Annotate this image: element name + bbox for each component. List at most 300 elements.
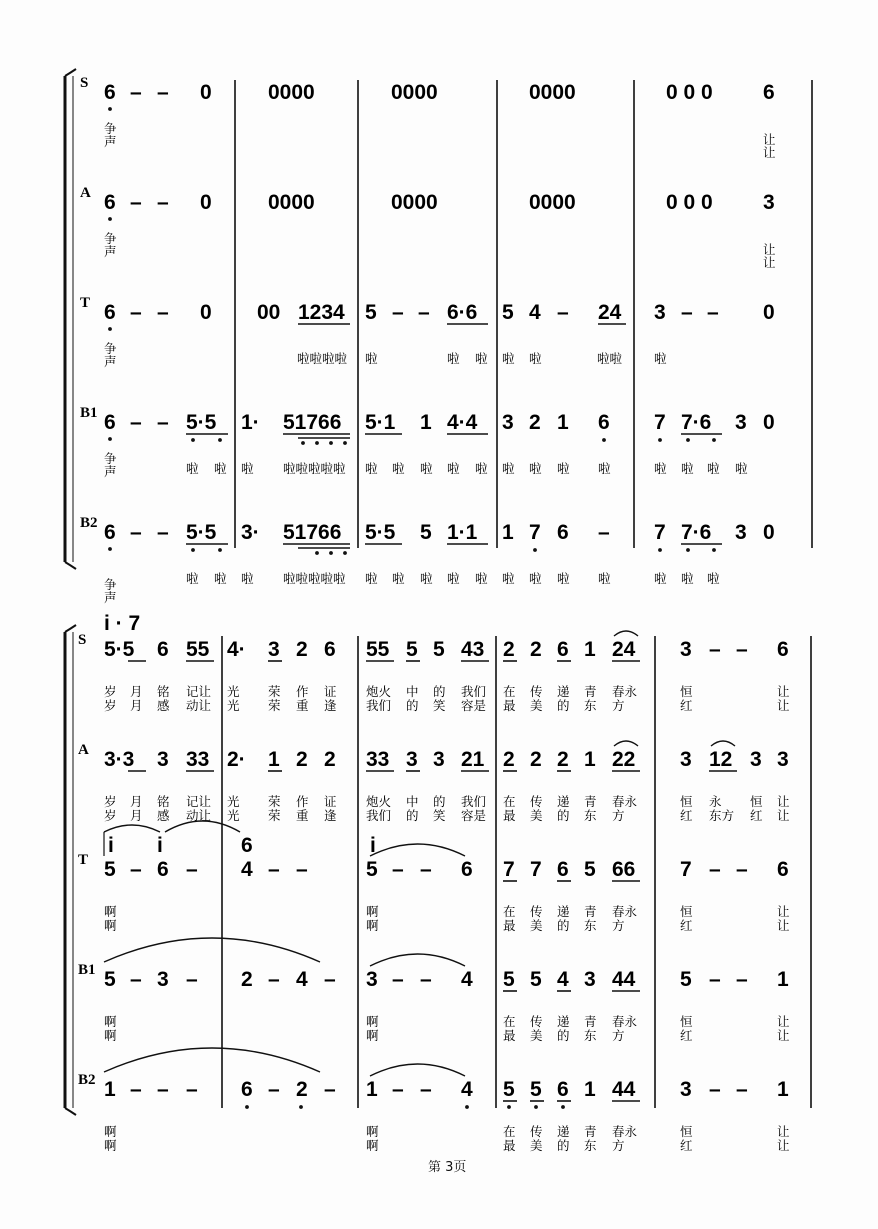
lyric: 让 <box>777 1028 790 1043</box>
octave-dot <box>602 438 606 442</box>
lyric: 递 <box>557 1014 570 1029</box>
lyric: 月 <box>130 808 143 823</box>
note: 5 <box>502 301 514 324</box>
lyric: 啦 <box>447 351 460 366</box>
lyric: 最 <box>503 1028 516 1043</box>
note: 5 <box>503 1078 515 1101</box>
lyric: 青 <box>584 1124 597 1139</box>
note: – <box>324 1078 336 1101</box>
lyric: 红 <box>680 808 693 823</box>
lyric: 动让 <box>186 808 212 823</box>
octave-dot <box>301 441 305 445</box>
lyric: 啊 <box>366 1028 379 1043</box>
lyric: 方 <box>612 1138 625 1153</box>
note: – <box>130 1078 142 1101</box>
note: 6 <box>557 521 569 544</box>
note: 44 <box>612 1078 636 1101</box>
note: 24 <box>612 638 636 661</box>
note-dotted: 6·6 <box>447 301 478 324</box>
lyric: 让让 <box>763 242 776 270</box>
note: 21 <box>461 748 485 771</box>
note-dotted: 5·5 <box>186 521 217 544</box>
lyric: 在 <box>503 794 516 809</box>
lyric: 让 <box>777 684 790 699</box>
note: 3 <box>406 748 418 771</box>
note: 1 <box>584 638 596 661</box>
octave-dot <box>712 438 716 442</box>
lyric: 啦 <box>214 571 227 586</box>
lyric: 方 <box>612 698 625 713</box>
lyric: 的 <box>557 918 570 933</box>
note: 6 <box>104 301 116 324</box>
lyric: 啦 <box>475 351 488 366</box>
note: 6 <box>104 81 116 104</box>
lyric: 月 <box>130 794 143 809</box>
note: 2 <box>296 638 308 661</box>
note: 7 <box>503 858 515 881</box>
note-dotted: 5·5 <box>186 411 217 434</box>
lyric: 春永 <box>612 904 638 919</box>
lyric: 岁 <box>104 794 117 809</box>
note: – <box>736 858 748 881</box>
note: – <box>186 1078 198 1101</box>
tie <box>614 741 638 746</box>
octave-dot-low <box>108 547 112 551</box>
note: 2 <box>529 411 541 434</box>
lyric: 春永 <box>612 794 638 809</box>
lyric: 递 <box>557 794 570 809</box>
note: 4 <box>529 301 541 324</box>
note-rest: 0 <box>763 301 775 324</box>
lyric: 炮火 <box>366 684 392 699</box>
note: 6 <box>557 1078 569 1101</box>
note: 6 <box>104 521 116 544</box>
lyric: 恒 <box>680 904 693 919</box>
lyric: 荣 <box>268 698 281 713</box>
octave-dot <box>245 1105 249 1109</box>
lyric: 啊 <box>366 1124 379 1139</box>
note: 33 <box>366 748 390 771</box>
note: 6 <box>461 858 473 881</box>
slur <box>370 1064 465 1076</box>
lyric: 东 <box>584 918 597 933</box>
lyric: 啦 <box>214 461 227 476</box>
note: 1 <box>268 748 280 771</box>
note: – <box>186 968 198 991</box>
lyric: 啦 <box>420 571 433 586</box>
lyric: 最 <box>503 1138 516 1153</box>
note: 6 <box>324 638 336 661</box>
note: 55 <box>186 638 210 661</box>
lyric: 炮火 <box>366 794 392 809</box>
note: 7 <box>530 858 542 881</box>
note: 0 <box>763 521 775 544</box>
note: 5 <box>406 638 418 661</box>
bracket-hook <box>65 562 76 569</box>
lyric: 东 <box>584 698 597 713</box>
note: 1 <box>104 1078 116 1101</box>
lyric: 东 <box>584 1028 597 1043</box>
note: – <box>157 1078 169 1101</box>
lyric: 递 <box>557 904 570 919</box>
note: – <box>186 858 198 881</box>
note: 5·5 <box>104 638 135 661</box>
lyric: 啦 <box>654 351 667 366</box>
lyric: 让 <box>777 904 790 919</box>
lyric: 的 <box>406 698 419 713</box>
dash: – <box>392 301 404 324</box>
note-group: 0000 <box>268 81 315 104</box>
part-label: B2 <box>78 1072 96 1088</box>
lyric: 记让 <box>186 684 212 699</box>
lyric: 美 <box>530 918 543 933</box>
octave-dot <box>686 438 690 442</box>
lyric: 啊 <box>104 1028 117 1043</box>
lyric: 东方 <box>709 808 735 823</box>
note: – <box>392 858 404 881</box>
lyric: 让 <box>777 1138 790 1153</box>
part-label: B1 <box>78 962 96 978</box>
lyric: 啦 <box>447 571 460 586</box>
note: – <box>268 858 280 881</box>
lyric: 啦 <box>392 461 405 476</box>
note: 4 <box>461 968 473 991</box>
lyric: 岁 <box>104 684 117 699</box>
lyric: 的 <box>557 808 570 823</box>
lyric: 让 <box>777 1014 790 1029</box>
note: – <box>392 1078 404 1101</box>
note: 2 <box>530 638 542 661</box>
lyric: 让 <box>777 1124 790 1139</box>
lyric: 啦 <box>598 461 611 476</box>
lyric: 啊 <box>366 918 379 933</box>
note: 3 <box>157 748 169 771</box>
lyric: 让 <box>777 918 790 933</box>
lyric: 啦 <box>241 571 254 586</box>
note: – <box>420 1078 432 1101</box>
octave-dot <box>218 548 222 552</box>
lyric: 红 <box>680 698 693 713</box>
octave-dot <box>315 551 319 555</box>
note: 5 <box>503 968 515 991</box>
part-label: S <box>78 632 87 648</box>
lyric: 中 <box>406 794 419 809</box>
tie <box>614 631 638 636</box>
lyric: 啦 <box>502 351 515 366</box>
note: 4· <box>227 638 246 661</box>
lyric: 岁 <box>104 808 117 823</box>
dash: – <box>130 81 142 104</box>
note: 1 <box>557 411 569 434</box>
dash: – <box>681 301 693 324</box>
lyric: 啦 <box>365 351 378 366</box>
note: 2 <box>557 748 569 771</box>
note-upper: i <box>370 834 376 857</box>
octave-dot <box>658 438 662 442</box>
note-group: 51766 <box>283 411 342 434</box>
lyric: 红 <box>680 918 693 933</box>
note: 44 <box>612 968 636 991</box>
octave-dot <box>533 548 537 552</box>
lyric: 的 <box>433 794 446 809</box>
note-upper: i <box>108 834 114 857</box>
octave-dot <box>191 548 195 552</box>
dash: – <box>130 521 142 544</box>
note: 66 <box>612 858 636 881</box>
note-rest: 0 <box>200 81 212 104</box>
lyric: 啊 <box>366 1014 379 1029</box>
note-group: 00 <box>257 301 281 324</box>
lyric: 啦啦啦啦啦 <box>283 461 346 476</box>
lyric: 啦 <box>681 461 694 476</box>
note: 6 <box>777 638 789 661</box>
note: 55 <box>366 638 390 661</box>
octave-dot <box>686 548 690 552</box>
note: 6 <box>157 858 169 881</box>
note: 1 <box>584 1078 596 1101</box>
lyric: 东 <box>584 1138 597 1153</box>
lyric: 岁 <box>104 698 117 713</box>
lyric: 啊 <box>104 1014 117 1029</box>
note: 4 <box>557 968 569 991</box>
note: 7 <box>654 411 666 434</box>
octave-dot <box>534 1105 538 1109</box>
lyric: 笑 <box>433 808 446 823</box>
lyric: 啦 <box>447 461 460 476</box>
octave-dot <box>465 1105 469 1109</box>
lyric: 递 <box>557 684 570 699</box>
note: 43 <box>461 638 485 661</box>
lyric: 啦啦啦啦 <box>297 351 348 366</box>
slur <box>104 1048 320 1072</box>
note: 6 <box>557 858 569 881</box>
lyric: 我们 <box>366 808 392 823</box>
lyric: 啦 <box>529 351 542 366</box>
lyric: 啦啦啦啦啦 <box>283 571 346 586</box>
note: – <box>130 968 142 991</box>
note-group: 0000 <box>529 81 576 104</box>
lyric: 啦 <box>186 461 199 476</box>
note: – <box>709 858 721 881</box>
part-label: T <box>80 295 91 311</box>
note-dotted: 7·6 <box>681 411 712 434</box>
note-dotted: 5·1 <box>365 411 396 434</box>
note: 2· <box>227 748 246 771</box>
lyric: 光 <box>227 684 240 699</box>
lyric: 啦 <box>475 571 488 586</box>
lyric: 动让 <box>186 698 212 713</box>
dash: – <box>157 81 169 104</box>
note-dotted: 1·1 <box>447 521 478 544</box>
note: 0 <box>763 411 775 434</box>
lyric: 啊 <box>366 904 379 919</box>
note: 5 <box>104 858 116 881</box>
note: 1 <box>584 748 596 771</box>
lyric: 递 <box>557 1124 570 1139</box>
lyric: 让 <box>777 698 790 713</box>
note: 3 <box>680 638 692 661</box>
lyric: 美 <box>530 1028 543 1043</box>
note: 1 <box>502 521 514 544</box>
lyric: 啦 <box>707 461 720 476</box>
note: 3 <box>735 521 747 544</box>
lyric: 争声 <box>104 231 117 259</box>
slur <box>370 954 465 966</box>
note: 2 <box>503 748 515 771</box>
dash: – <box>707 301 719 324</box>
part-label: A <box>80 185 91 201</box>
note: – <box>392 968 404 991</box>
note: – <box>598 521 610 544</box>
lyric: 啦 <box>475 461 488 476</box>
octave-dot <box>218 438 222 442</box>
note-group: 0000 <box>529 191 576 214</box>
lyric: 争声 <box>104 341 117 369</box>
dash: – <box>130 411 142 434</box>
bracket-hook <box>65 1108 76 1115</box>
note: 5 <box>584 858 596 881</box>
lyric: 啦 <box>186 571 199 586</box>
note: 5 <box>104 968 116 991</box>
octave-dot <box>658 548 662 552</box>
note: – <box>420 858 432 881</box>
lyric: 红 <box>750 808 763 823</box>
octave-dot <box>315 441 319 445</box>
lyric: 恒 <box>680 794 693 809</box>
note: 6 <box>557 638 569 661</box>
note: – <box>709 968 721 991</box>
note: 2 <box>324 748 336 771</box>
lyric: 啊 <box>104 1138 117 1153</box>
lyric: 容是 <box>461 808 487 823</box>
lyric: 永 <box>709 794 722 809</box>
note-group: 0000 <box>268 191 315 214</box>
note-upper: 6 <box>241 834 253 857</box>
lyric: 恒 <box>680 1124 693 1139</box>
bracket-hook <box>65 625 76 632</box>
lyric: 美 <box>530 808 543 823</box>
lyric: 记让 <box>186 794 212 809</box>
lyric: 在 <box>503 1124 516 1139</box>
lyric: 美 <box>530 1138 543 1153</box>
octave-dot-low <box>108 327 112 331</box>
lyric: 荣 <box>268 684 281 699</box>
note: 3 <box>157 968 169 991</box>
note: – <box>268 968 280 991</box>
lyric: 容是 <box>461 698 487 713</box>
lyric: 传 <box>530 794 543 809</box>
dash: – <box>157 411 169 434</box>
lyric: 争声 <box>104 121 117 149</box>
lyric: 啊 <box>104 918 117 933</box>
note: 2 <box>296 1078 308 1101</box>
lyric: 逢 <box>324 808 337 823</box>
lyric: 的 <box>433 684 446 699</box>
slur <box>370 844 465 856</box>
lyric: 啦 <box>529 461 542 476</box>
lyric: 重 <box>296 698 309 713</box>
bracket-hook <box>65 69 76 76</box>
note-dotted: 5·5 <box>365 521 396 544</box>
note: 3 <box>654 301 666 324</box>
note: – <box>268 1078 280 1101</box>
lyric: 月 <box>130 698 143 713</box>
lyric: 证 <box>324 794 337 809</box>
note: 2 <box>241 968 253 991</box>
note: 6 <box>104 411 116 434</box>
lyric: 啦 <box>365 571 378 586</box>
dash: – <box>130 301 142 324</box>
octave-dot <box>329 551 333 555</box>
lyric: 啦 <box>420 461 433 476</box>
note: 3 <box>433 748 445 771</box>
note: – <box>324 968 336 991</box>
note: 3 <box>680 748 692 771</box>
lyric: 光 <box>227 698 240 713</box>
lyric: 啊 <box>104 904 117 919</box>
slur <box>104 938 320 962</box>
octave-dot-low <box>108 217 112 221</box>
lyric: 恒 <box>750 794 763 809</box>
note: 4 <box>241 858 253 881</box>
lyric: 青 <box>584 904 597 919</box>
note: 3 <box>680 1078 692 1101</box>
lyric: 啦 <box>392 571 405 586</box>
note: 3 <box>763 191 775 214</box>
lyric: 方 <box>612 1028 625 1043</box>
note: 7 <box>680 858 692 881</box>
lyric: 月 <box>130 684 143 699</box>
note: – <box>736 638 748 661</box>
note-group: 51766 <box>283 521 342 544</box>
lyric: 红 <box>680 1138 693 1153</box>
note: 1 <box>366 1078 378 1101</box>
note: 4 <box>296 968 308 991</box>
note-upper: i <box>157 834 163 857</box>
octave-dot <box>507 1105 511 1109</box>
note-rest: 0 <box>200 191 212 214</box>
dash: – <box>557 301 569 324</box>
lyric: 中 <box>406 684 419 699</box>
octave-dot <box>343 441 347 445</box>
note: 7 <box>529 521 541 544</box>
note: 2 <box>530 748 542 771</box>
lyric: 荣 <box>268 808 281 823</box>
dash: – <box>130 191 142 214</box>
octave-dot-low <box>108 437 112 441</box>
octave-dot <box>561 1105 565 1109</box>
note-group: 0000 <box>391 191 438 214</box>
lyric: 我们 <box>461 794 487 809</box>
note-dotted: 1· <box>241 411 260 434</box>
note-group: 0 0 0 <box>666 191 713 214</box>
note: 6 <box>241 1078 253 1101</box>
note: 5 <box>530 1078 542 1101</box>
note: 1 <box>777 968 789 991</box>
lyric: 传 <box>530 904 543 919</box>
lyric: 啦 <box>598 571 611 586</box>
lyric: 在 <box>503 904 516 919</box>
note-dotted: 7·6 <box>681 521 712 544</box>
lyric: 啦 <box>681 571 694 586</box>
lyric: 方 <box>612 918 625 933</box>
lyric: 光 <box>227 808 240 823</box>
note: 6 <box>157 638 169 661</box>
note: 3 <box>584 968 596 991</box>
lyric: 啦 <box>241 461 254 476</box>
lyric: 东 <box>584 808 597 823</box>
note: 3 <box>777 748 789 771</box>
